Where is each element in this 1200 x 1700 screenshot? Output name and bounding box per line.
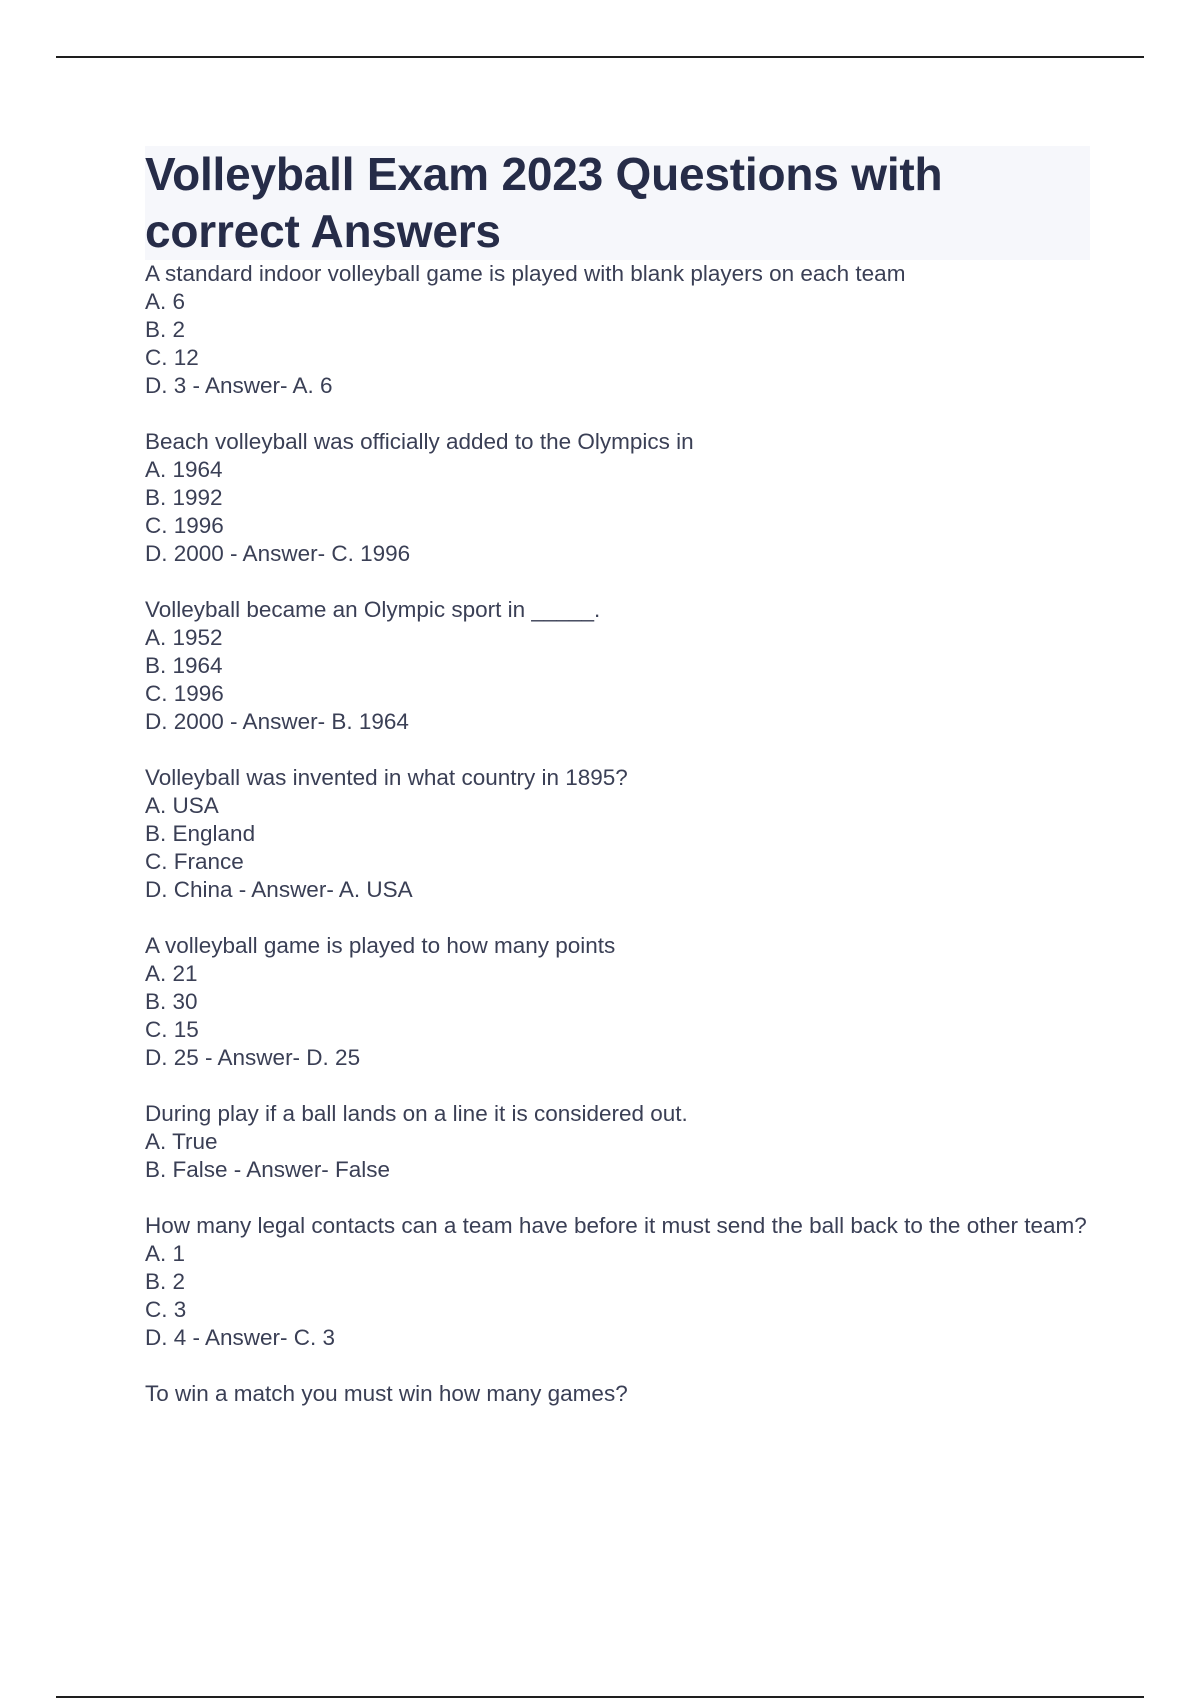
answer-option: A. 1964 — [145, 457, 223, 482]
question-block — [145, 1100, 1090, 1184]
question-block — [145, 596, 1090, 736]
page-title: Volleyball Exam 2023 Questions with correct Answers — [145, 146, 1090, 260]
answer-option: A. USA — [145, 793, 219, 818]
answer-option: A. 21 — [145, 961, 198, 986]
question-text: During play if a ball lands on a line it is considered out. — [145, 1101, 688, 1126]
answer-option: C. 12 — [145, 345, 199, 370]
answer-option: B. False - Answer- False — [145, 1157, 391, 1182]
question-text: To win a match you must win how many games? — [145, 1381, 628, 1406]
answer-option: D. 2000 - Answer- C. 1996 — [145, 541, 411, 566]
question-list — [145, 260, 1090, 1408]
question-block — [145, 428, 1090, 568]
question-text: Volleyball was invented in what country in 1895? — [145, 765, 628, 790]
answer-option: D. 3 - Answer- A. 6 — [145, 373, 333, 398]
question-block — [145, 764, 1090, 904]
answer-option: D. China - Answer- A. USA — [145, 877, 413, 902]
question-text: A standard indoor volleyball game is played with blank players on each team — [145, 261, 906, 286]
document-body — [145, 146, 1090, 1436]
question-block — [145, 1380, 1090, 1408]
answer-option: B. 2 — [145, 1269, 186, 1294]
answer-option: B. 30 — [145, 989, 198, 1014]
question-text: Beach volleyball was officially added to the Olympics in — [145, 429, 694, 454]
answer-option: B. England — [145, 821, 256, 846]
answer-option: A. True — [145, 1129, 218, 1154]
answer-option: C. 1996 — [145, 513, 224, 538]
question-block — [145, 260, 1090, 400]
question-text: A volleyball game is played to how many points — [145, 933, 616, 958]
question-block — [145, 1212, 1090, 1352]
answer-option: C. 3 — [145, 1297, 187, 1322]
answer-option: D. 25 - Answer- D. 25 — [145, 1045, 361, 1070]
answer-option: A. 1 — [145, 1241, 186, 1266]
answer-option: C. 15 — [145, 1017, 199, 1042]
question-text: How many legal contacts can a team have before it must send the ball back to the other team? — [145, 1213, 1087, 1238]
answer-option: D. 4 - Answer- C. 3 — [145, 1325, 336, 1350]
answer-option: B. 1992 — [145, 485, 223, 510]
question-block — [145, 932, 1090, 1072]
question-text: Volleyball became an Olympic sport in _____. — [145, 597, 601, 622]
answer-option: C. France — [145, 849, 244, 874]
answer-option: C. 1996 — [145, 681, 224, 706]
answer-option: B. 2 — [145, 317, 186, 342]
top-divider — [56, 56, 1144, 58]
answer-option: A. 6 — [145, 289, 186, 314]
answer-option: D. 2000 - Answer- B. 1964 — [145, 709, 409, 734]
answer-option: A. 1952 — [145, 625, 223, 650]
bottom-divider — [56, 1696, 1144, 1698]
answer-option: B. 1964 — [145, 653, 223, 678]
